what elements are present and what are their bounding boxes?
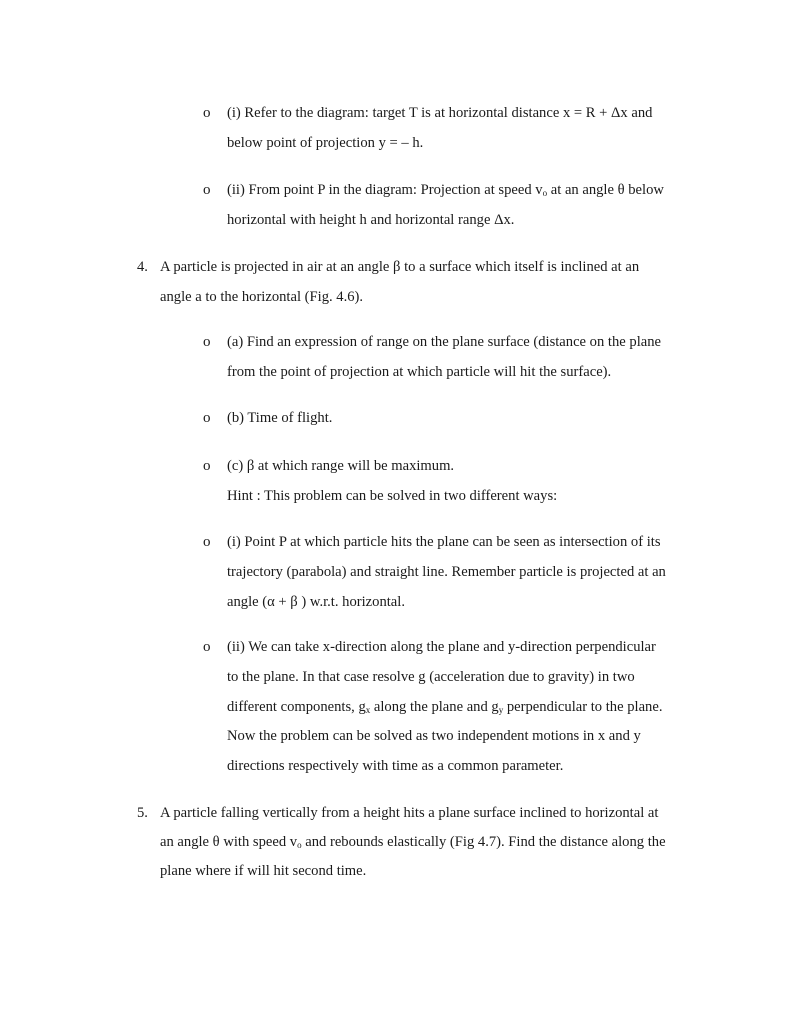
question-number: 4.: [137, 259, 148, 275]
question-5-line-1: A particle falling vertically from a height hits a plane surface inclined to horizontal at: [160, 805, 659, 821]
text-segment: perpendicular to the plane.: [503, 699, 663, 715]
text-segment: different components, g: [227, 699, 366, 715]
text-segment: and rebounds elastically (Fig 4.7). Find the distance along the: [301, 834, 666, 850]
bullet-marker: o: [203, 334, 211, 350]
hint-i-line-1: (i) Point P at which particle hits the plane can be seen as intersection of its: [227, 534, 661, 550]
bullet-b-line-1: (b) Time of flight.: [227, 410, 333, 426]
hint-i-line-3: angle (α + β ) w.r.t. horizontal.: [227, 594, 405, 610]
bullet-marker: o: [203, 182, 211, 198]
text-segment: an angle θ with speed v: [160, 834, 298, 850]
bullet-marker: o: [203, 639, 211, 655]
subscript: o: [542, 188, 548, 198]
bullet-i-line-1: (i) Refer to the diagram: target T is at horizontal distance x = R + Δx and: [227, 105, 653, 121]
hint-i-line-2: trajectory (parabola) and straight line. Remember particle is projected at an: [227, 564, 666, 580]
hint-line: Hint : This problem can be solved in two different ways:: [227, 488, 558, 504]
bullet-ii-line-2: horizontal with height h and horizontal range Δx.: [227, 212, 515, 228]
subscript: x: [365, 705, 371, 715]
subscript: o: [297, 840, 302, 850]
bullet-marker: o: [203, 534, 211, 550]
text-segment: at an angle θ below: [547, 182, 664, 198]
hint-ii-line-1: (ii) We can take x-direction along the plane and y-direction perpendicular: [227, 639, 656, 655]
question-4-line-2: angle a to the horizontal (Fig. 4.6).: [160, 289, 364, 305]
hint-ii-line-4: Now the problem can be solved as two independent motions in x and y: [227, 728, 641, 744]
hint-ii-line-5: directions respectively with time as a common parameter.: [227, 758, 564, 774]
hint-ii-line-3: [227, 698, 662, 716]
bullet-i-line-2: below point of projection y = – h.: [227, 135, 424, 151]
question-5-line-3: plane where if will hit second time.: [160, 863, 367, 879]
hint-ii-line-2: to the plane. In that case resolve g (acceleration due to gravity) in two: [227, 669, 635, 685]
text-segment: along the plane and g: [370, 699, 499, 715]
question-number: 5.: [137, 805, 148, 821]
bullet-a-line-1: (a) Find an expression of range on the plane surface (distance on the plane: [227, 334, 662, 350]
bullet-a-line-2: from the point of projection at which particle will hit the surface).: [227, 364, 612, 380]
question-5-line-2: [160, 833, 666, 851]
question-4-line-1: A particle is projected in air at an angle β to a surface which itself is inclined at an: [160, 259, 640, 275]
text-segment: (ii) From point P in the diagram: Projection at speed v: [227, 182, 543, 198]
bullet-marker: o: [203, 105, 211, 121]
subscript: y: [498, 705, 504, 715]
bullet-marker: o: [203, 458, 211, 474]
bullet-c-line-1: (c) β at which range will be maximum.: [227, 458, 455, 474]
bullet-marker: o: [203, 410, 211, 426]
bullet-ii-line-1: [227, 181, 664, 199]
